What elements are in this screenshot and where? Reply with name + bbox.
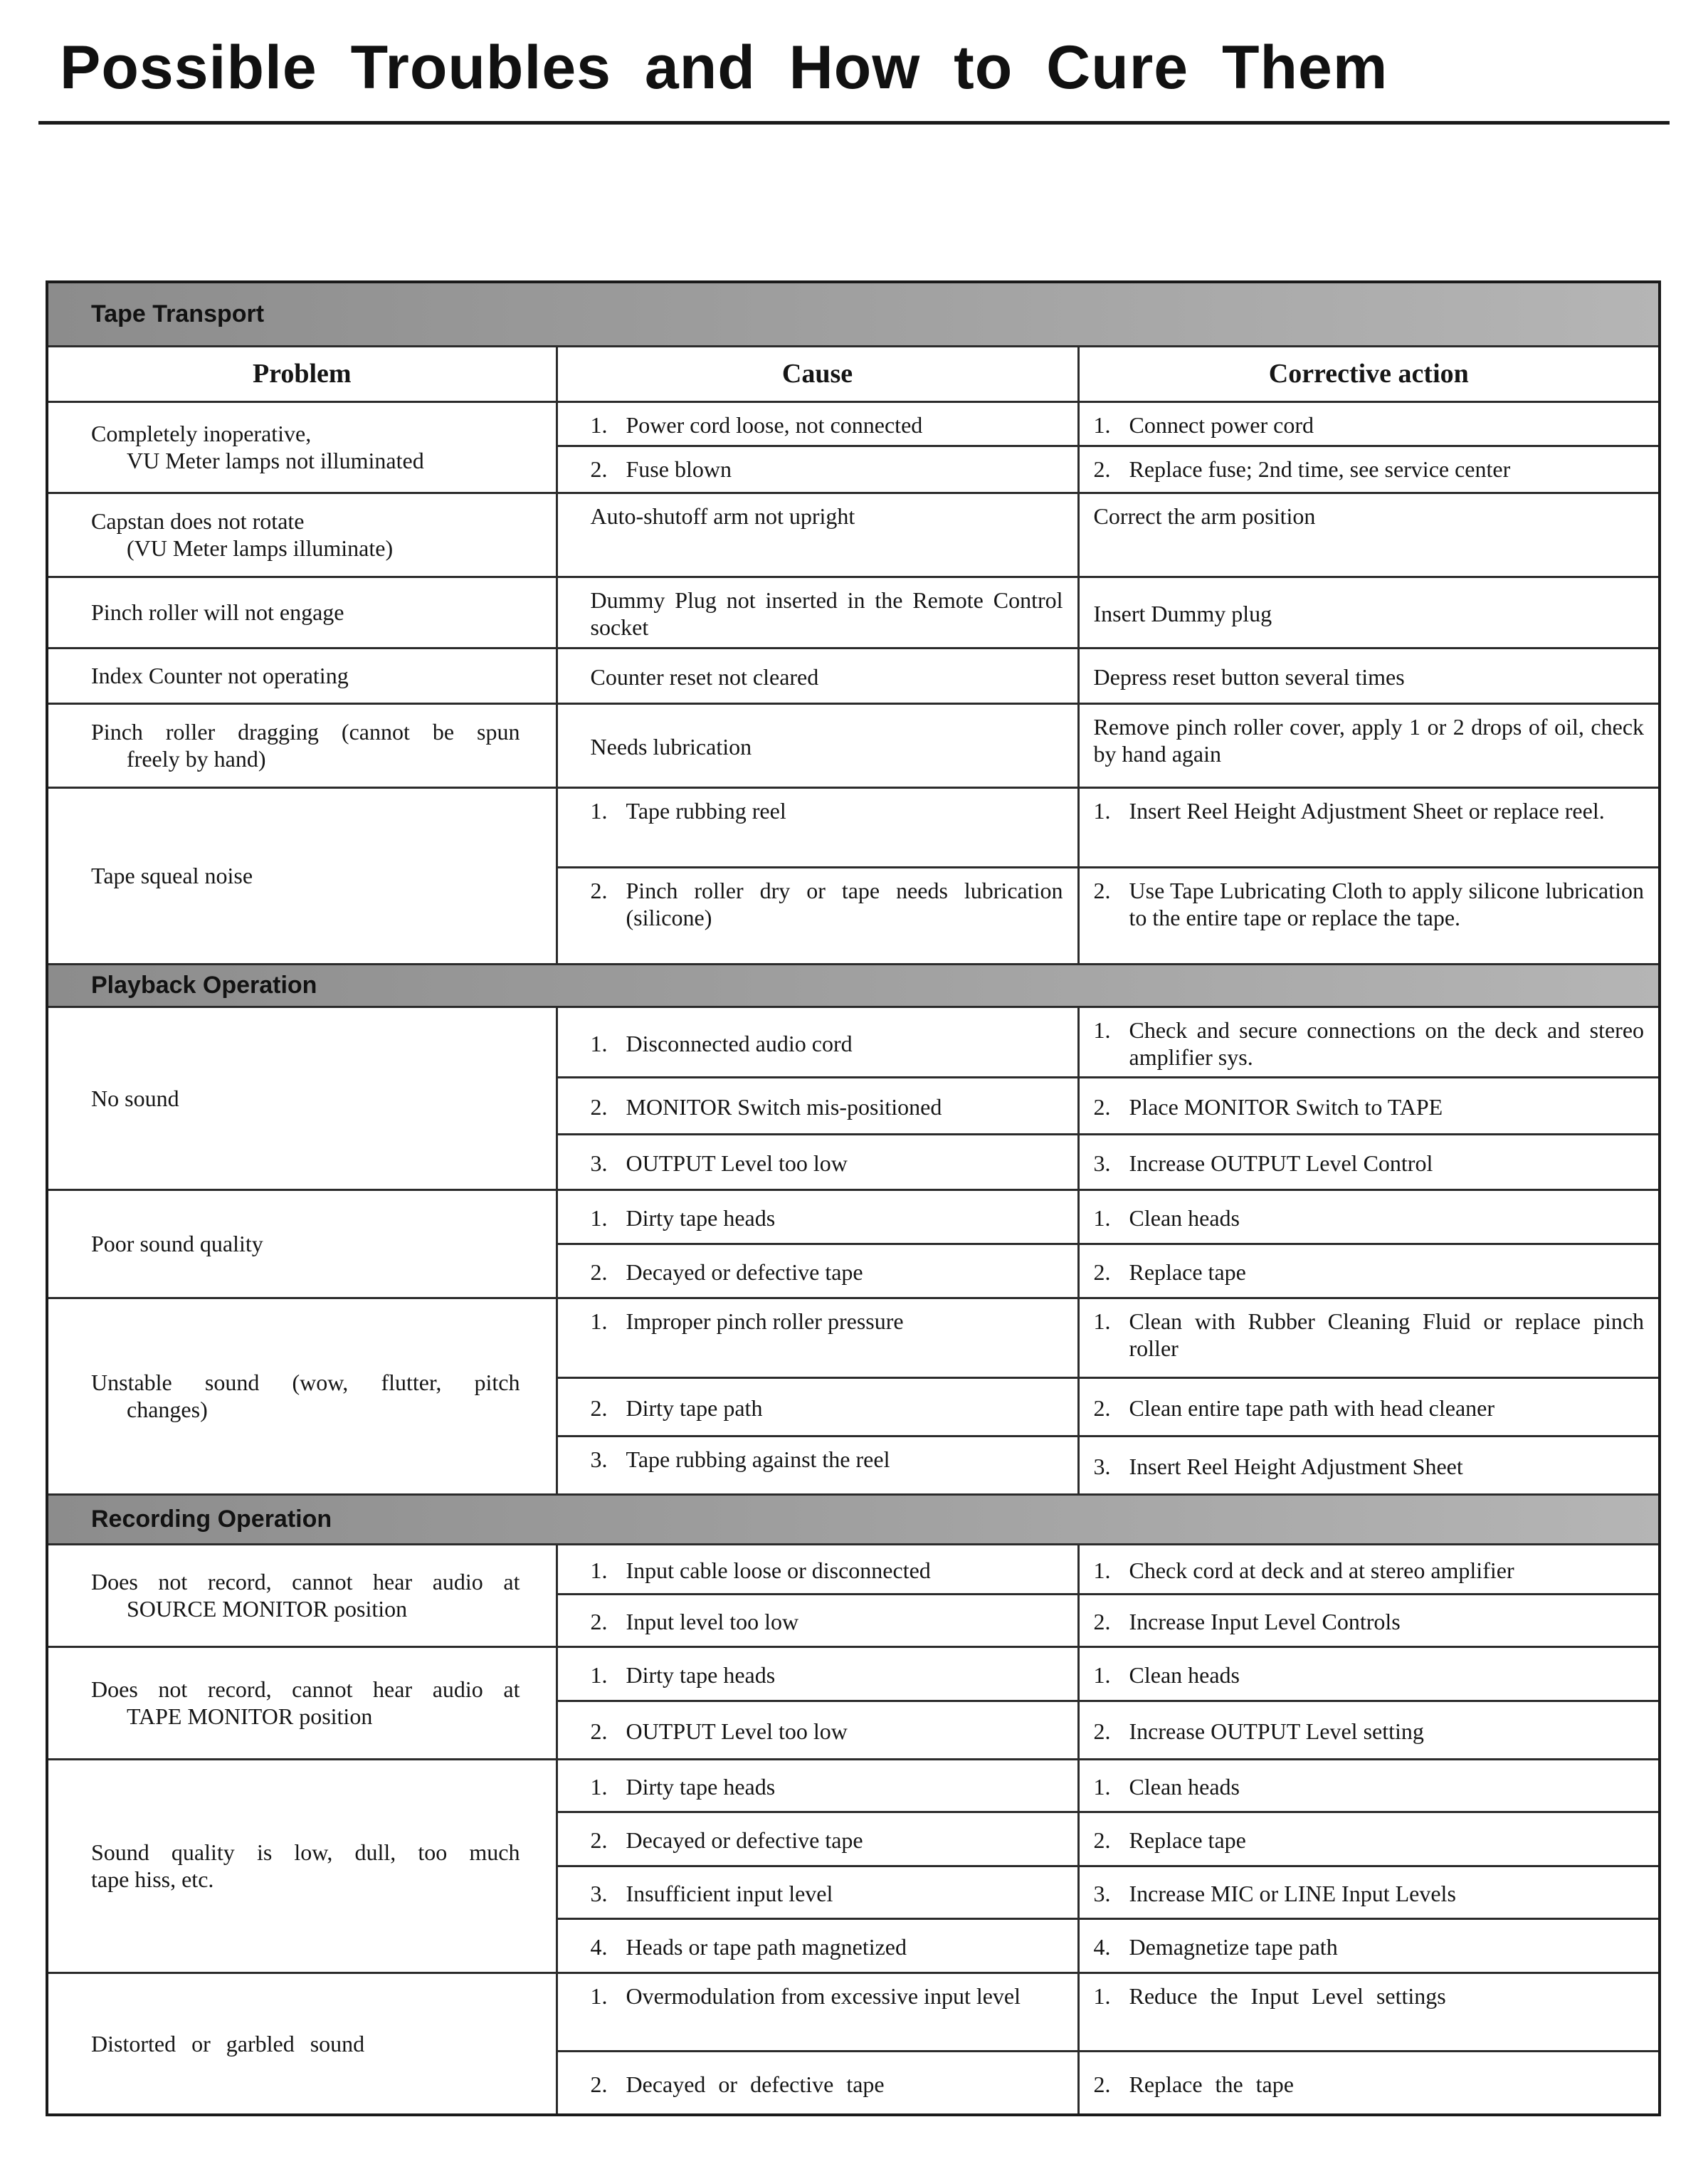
section-title-tape-transport: Tape Transport <box>47 282 1660 346</box>
problem-cell: Tape squeal noise <box>47 787 557 964</box>
action-cell: 1. Clean heads <box>1078 1759 1660 1812</box>
cause-cell: 2. OUTPUT Level too low <box>557 1701 1078 1759</box>
action-cell: 3. Insert Reel Height Adjustment Sheet <box>1078 1436 1660 1494</box>
cause-cell: 2. Decayed or defective tape <box>557 1244 1078 1298</box>
cause-cell: 2. Dirty tape path <box>557 1377 1078 1436</box>
action-cell: Remove pinch roller cover, apply 1 or 2 drops of oil, check by hand again <box>1078 703 1660 787</box>
section-header-row <box>47 964 1660 1007</box>
action-cell: 4. Demagnetize tape path <box>1078 1918 1660 1973</box>
cause-cell: 4. Heads or tape path magnetized <box>557 1918 1078 1973</box>
table-row <box>47 1646 1660 1701</box>
troubleshooting-table <box>46 280 1661 2116</box>
table-row <box>47 577 1660 648</box>
action-cell: 2. Place MONITOR Switch to TAPE <box>1078 1077 1660 1134</box>
problem-cell: Poor sound quality <box>47 1189 557 1298</box>
action-cell: 1. Clean with Rubber Cleaning Fluid or replace pinch roller <box>1078 1298 1660 1377</box>
action-cell: 1. Connect power cord <box>1078 401 1660 446</box>
table-row <box>47 1298 1660 1377</box>
cause-cell: 2. Input level too low <box>557 1594 1078 1646</box>
column-header-problem: Problem <box>47 346 557 401</box>
cause-cell: 2. Decayed or defective tape <box>557 2051 1078 2115</box>
table-row <box>47 703 1660 787</box>
table-row <box>47 787 1660 867</box>
action-cell: 1. Insert Reel Height Adjustment Sheet or replace reel. <box>1078 787 1660 867</box>
table-row <box>47 1007 1660 1077</box>
table-row <box>47 493 1660 577</box>
action-cell: 1. Clean heads <box>1078 1189 1660 1244</box>
cause-cell: Counter reset not cleared <box>557 648 1078 703</box>
cause-cell: 3. Tape rubbing against the reel <box>557 1436 1078 1494</box>
action-cell: 1. Reduce the Input Level settings <box>1078 1973 1660 2051</box>
action-cell: Depress reset button several times <box>1078 648 1660 703</box>
action-cell: 2. Clean entire tape path with head cleaner <box>1078 1377 1660 1436</box>
cause-cell: Needs lubrication <box>557 703 1078 787</box>
section-title-playback: Playback Operation <box>47 964 1660 1007</box>
cause-cell: Dummy Plug not inserted in the Remote Control socket <box>557 577 1078 648</box>
column-header-row <box>47 346 1660 401</box>
action-cell: 2. Replace tape <box>1078 1244 1660 1298</box>
problem-cell: Unstable sound (wow, flutter, pitch changes) <box>47 1298 557 1494</box>
problem-cell: Pinch roller dragging (cannot be spun freely by hand) <box>47 703 557 787</box>
cause-cell: 2. MONITOR Switch mis-positioned <box>557 1077 1078 1134</box>
action-cell: 1. Check cord at deck and at stereo amplifier <box>1078 1544 1660 1594</box>
problem-cell: Does not record, cannot hear audio at SOURCE MONITOR position <box>47 1544 557 1646</box>
cause-cell: 3. OUTPUT Level too low <box>557 1134 1078 1189</box>
table-row <box>47 401 1660 446</box>
table-row <box>47 1544 1660 1594</box>
problem-cell: Does not record, cannot hear audio at TAPE MONITOR position <box>47 1646 557 1759</box>
cause-cell: 1. Dirty tape heads <box>557 1759 1078 1812</box>
cause-cell: 1. Disconnected audio cord <box>557 1007 1078 1077</box>
cause-cell: 1. Overmodulation from excessive input level <box>557 1973 1078 2051</box>
cause-cell: 2. Fuse blown <box>557 446 1078 493</box>
action-cell: 2. Increase Input Level Controls <box>1078 1594 1660 1646</box>
column-header-cause: Cause <box>557 346 1078 401</box>
action-cell: Correct the arm position <box>1078 493 1660 577</box>
cause-cell: 1. Dirty tape heads <box>557 1189 1078 1244</box>
cause-cell: 2. Decayed or defective tape <box>557 1812 1078 1866</box>
section-header-row <box>47 282 1660 346</box>
problem-cell: Index Counter not operating <box>47 648 557 703</box>
column-header-action: Corrective action <box>1078 346 1660 401</box>
action-cell: Insert Dummy plug <box>1078 577 1660 648</box>
action-cell: 2. Replace fuse; 2nd time, see service center <box>1078 446 1660 493</box>
cause-cell: Auto-shutoff arm not upright <box>557 493 1078 577</box>
action-cell: 2. Replace the tape <box>1078 2051 1660 2115</box>
action-cell: 3. Increase MIC or LINE Input Levels <box>1078 1866 1660 1918</box>
table-row <box>47 1189 1660 1244</box>
problem-cell: Distorted or garbled sound <box>47 1973 557 2115</box>
problem-cell: Pinch roller will not engage <box>47 577 557 648</box>
section-header-row <box>47 1494 1660 1544</box>
page-title: Possible Troubles and How to Cure Them <box>60 33 1388 102</box>
table-row <box>47 648 1660 703</box>
problem-cell: Completely inoperative, VU Meter lamps not illuminated <box>47 401 557 493</box>
problem-cell: Sound quality is low, dull, too much tape hiss, etc. <box>47 1759 557 1973</box>
cause-cell: 1. Dirty tape heads <box>557 1646 1078 1701</box>
action-cell: 1. Clean heads <box>1078 1646 1660 1701</box>
cause-cell: 1. Improper pinch roller pressure <box>557 1298 1078 1377</box>
cause-cell: 1. Tape rubbing reel <box>557 787 1078 867</box>
cause-cell: 3. Insufficient input level <box>557 1866 1078 1918</box>
action-cell: 2. Use Tape Lubricating Cloth to apply silicone lubrication to the entire tape or replace the tape. <box>1078 867 1660 964</box>
cause-cell: 2. Pinch roller dry or tape needs lubrication (silicone) <box>557 867 1078 964</box>
action-cell: 1. Check and secure connections on the deck and stereo amplifier sys. <box>1078 1007 1660 1077</box>
problem-cell: No sound <box>47 1007 557 1189</box>
cause-cell: 1. Input cable loose or disconnected <box>557 1544 1078 1594</box>
problem-cell: Capstan does not rotate (VU Meter lamps illuminate) <box>47 493 557 577</box>
action-cell: 2. Replace tape <box>1078 1812 1660 1866</box>
action-cell: 2. Increase OUTPUT Level setting <box>1078 1701 1660 1759</box>
table-row <box>47 1759 1660 1812</box>
table-row <box>47 1973 1660 2051</box>
cause-cell: 1. Power cord loose, not connected <box>557 401 1078 446</box>
section-title-recording: Recording Operation <box>47 1494 1660 1544</box>
action-cell: 3. Increase OUTPUT Level Control <box>1078 1134 1660 1189</box>
title-rule <box>38 121 1670 125</box>
